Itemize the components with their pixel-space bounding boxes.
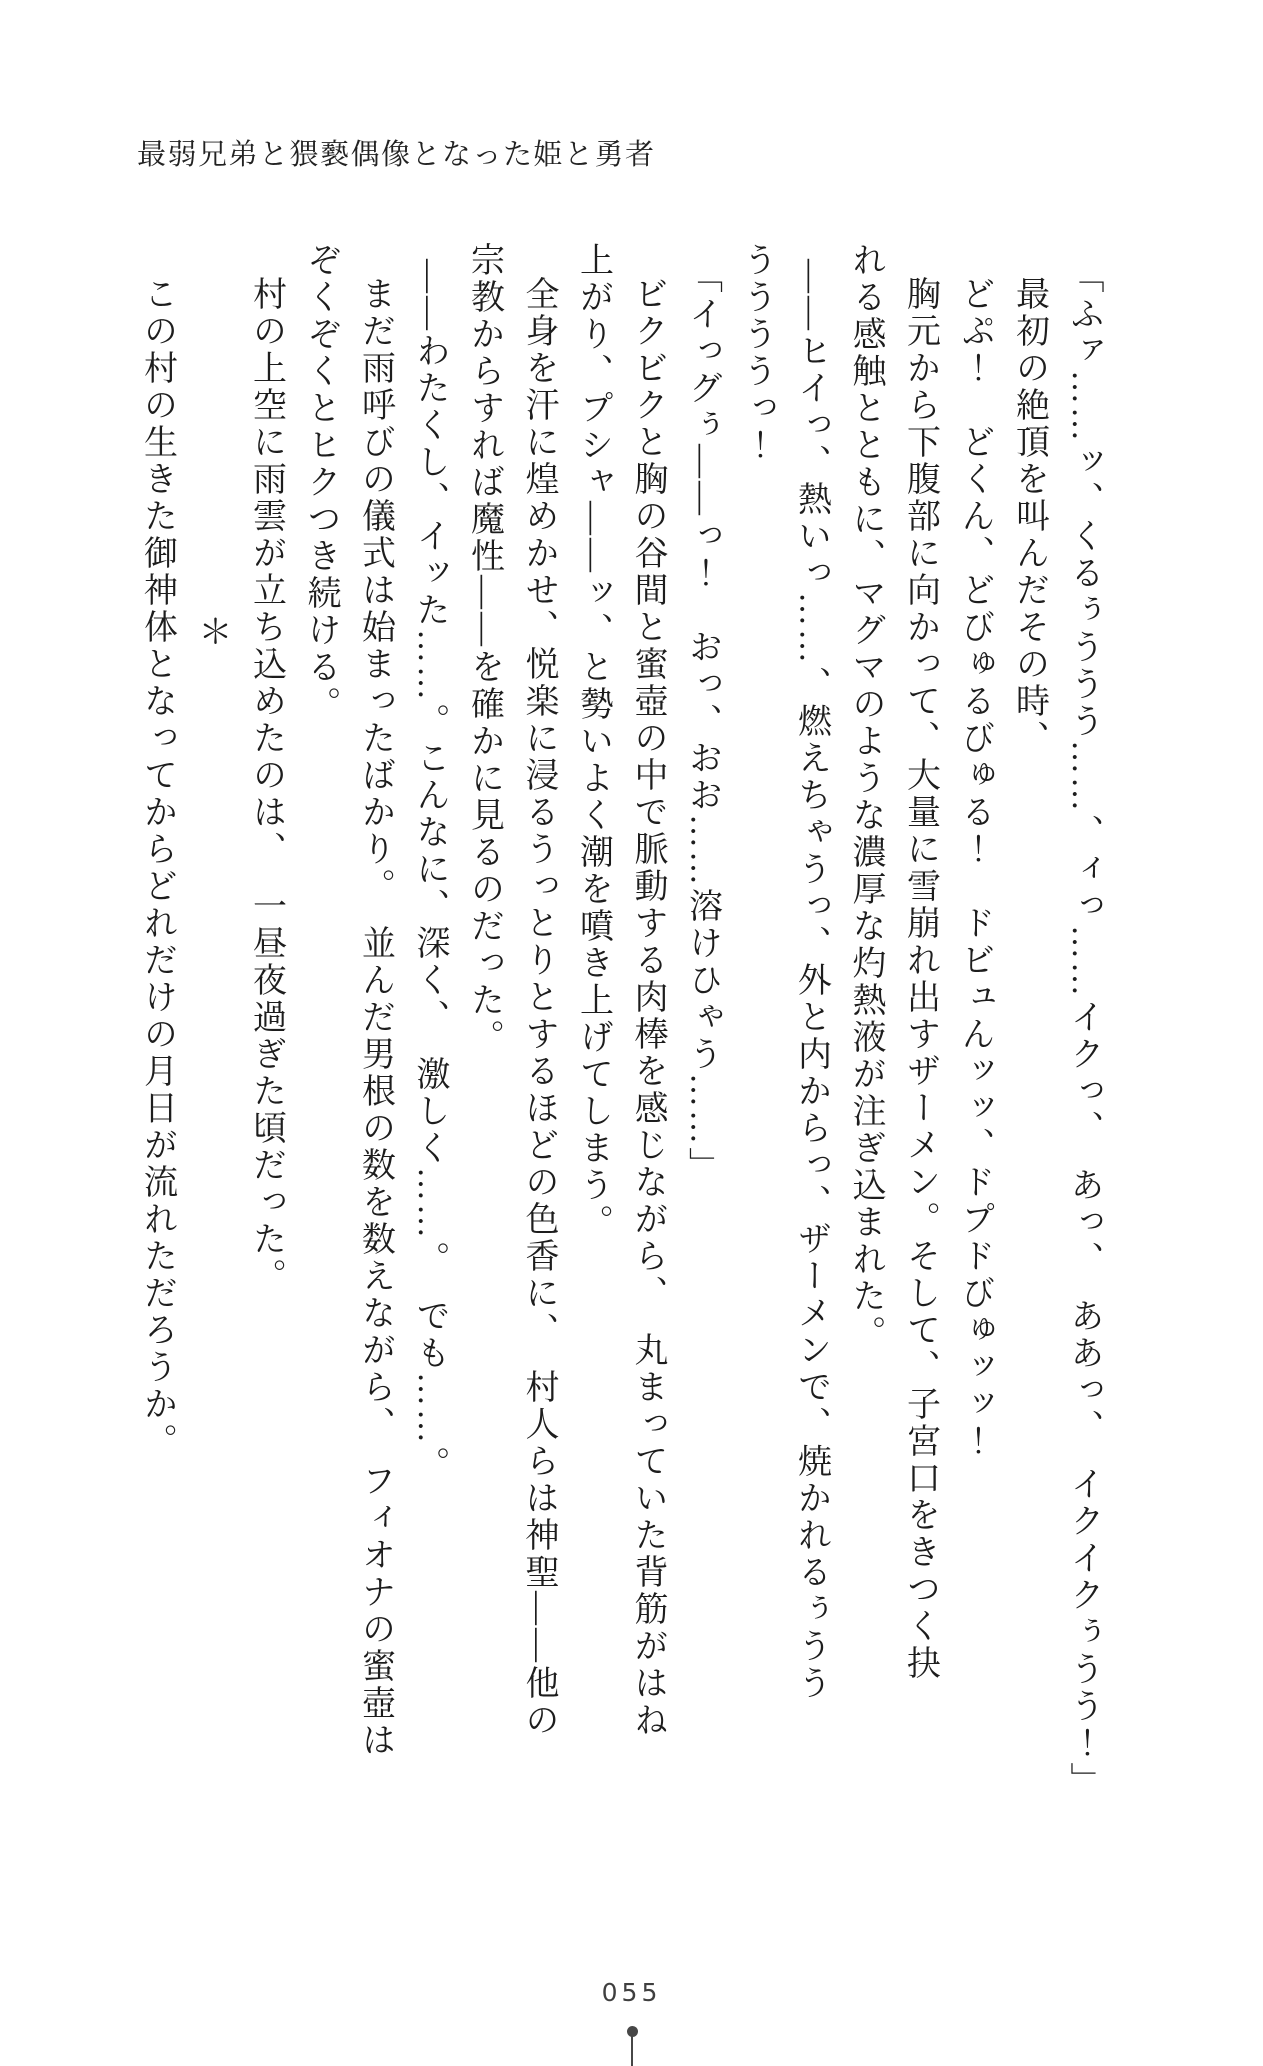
text-line: れる感触とともに、マグマのような濃厚な灼熱液が注ぎ込まれた。 (847, 242, 884, 1352)
text-line: この村の生きた御神体となってからどれだけの月日が流れただろうか。 (138, 276, 176, 1460)
text-line: 宗教からすれば魔性——を確かに見るのだった。 (465, 242, 503, 1056)
text-line: 最初の絶頂を叫んだその時、 (1010, 276, 1048, 757)
page-number: 055 (601, 1978, 662, 2007)
text-line: 「イっグぅ——っ！ おっ、おお……溶けひゃう……」 (683, 259, 721, 1184)
body-text (129, 242, 1110, 1954)
text-line: まだ雨呼びの儀式は始まったばかり。 並んだ男根の数を数えながら、 フィオナの蜜壺は (356, 276, 394, 1759)
text-line: どぷ！ どくん、どびゅるびゅる！ ドビュんッッ、ドプドびゅッッ！ (956, 276, 993, 1460)
text-line: ——わたくし、イッた……。こんなに、深く、 激しく……。 でも……。 (411, 259, 448, 1483)
text-line: 胸元から下腹部に向かって、大量に雪崩れ出すザーメン。そして、子宮口をきつく抉 (901, 276, 939, 1682)
text-line: 全身を汗に煌めかせ、悦楽に浸るうっとりとするほどの色香に、 村人らは神聖——他の (520, 276, 557, 1739)
footer-line-ornament (631, 2036, 633, 2066)
text-line: ——ヒイっ、熱いっ……、燃えちゃうっ、外と内からっ、ザーメンで、焼かれるぅうう (792, 259, 830, 1702)
section-separator: ＊ (193, 614, 230, 651)
text-line: 上がり、プシャ——ッ、と勢いよく潮を噴き上げてしまう。 (574, 242, 612, 1241)
text-line: ぞくぞくとヒクつき続ける。 (302, 242, 339, 723)
text-line: ビクビクと胸の谷間と蜜壺の中で脈動する肉棒を感じながら、 丸まっていた背筋がはね (629, 276, 666, 1739)
text-line: 村の上空に雨雲が立ち込めたのは、 一昼夜過ぎた頃だった。 (247, 276, 285, 1295)
running-title: 最弱兄弟と猥褻偶像となった姫と勇者 (137, 139, 656, 171)
text-line: 「ふァ……ッ、くるぅううう……、ィっ……イクっ、 あっ、 ああっ、 イクイクぅうう！」 (1065, 259, 1102, 1799)
text-line: ううううっ！ (738, 242, 775, 464)
